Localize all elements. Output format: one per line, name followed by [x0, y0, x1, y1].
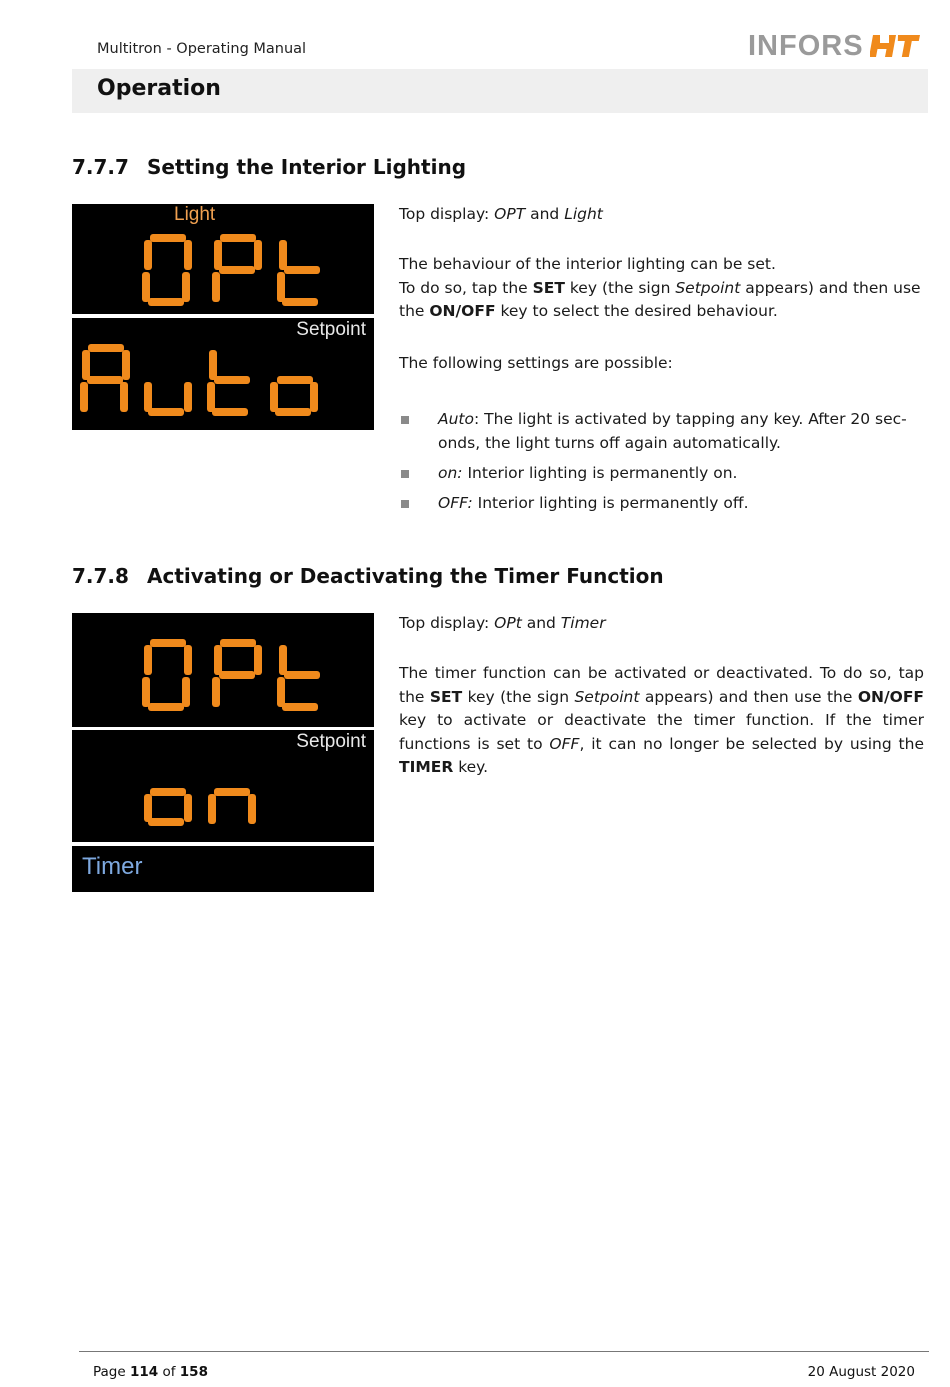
setting-term: OFF: — [438, 494, 473, 512]
seven-segment-opt — [72, 204, 374, 314]
list-item-text — [438, 462, 924, 486]
display-bottom-on — [72, 730, 374, 842]
behaviour-line-1: The behaviour of the interior lighting can be set. — [399, 255, 776, 273]
text-fragment: To do so, tap the — [399, 278, 533, 297]
display-top-opt — [72, 613, 374, 727]
setting-description: Interior lighting is permanently on. — [467, 464, 738, 482]
heading-7-7-7 — [72, 155, 466, 179]
display-code: Light — [564, 205, 603, 223]
setting-term: on: — [438, 464, 463, 482]
list-item-text — [438, 408, 924, 455]
list-item — [399, 492, 924, 516]
text-fragment: Top display: — [399, 614, 495, 632]
key-name: TIMER — [399, 758, 454, 776]
text-fragment: Top display: — [399, 205, 495, 223]
bullet-square-icon — [401, 500, 409, 508]
list-item — [399, 408, 924, 456]
top-display-line — [399, 203, 924, 227]
timer-paragraph — [399, 662, 924, 780]
display-code: Timer — [560, 614, 606, 632]
text-fragment: and — [521, 614, 561, 632]
list-item-text — [438, 492, 924, 516]
heading-text: Setting the Interior Lighting — [147, 155, 467, 179]
infors-logo — [748, 30, 922, 62]
text-fragment: The timer function can be activated or deactivated. To do so, tap the — [399, 664, 924, 706]
behaviour-line-2 — [399, 277, 924, 324]
text-fragment: Page — [93, 1364, 130, 1380]
text-fragment: key (the sign — [462, 687, 575, 706]
display-timer-indicator — [72, 846, 374, 892]
display-code: OPt — [494, 614, 522, 632]
top-display-line — [399, 612, 924, 636]
total-pages: 158 — [179, 1364, 208, 1380]
text-fragment: : — [474, 410, 485, 428]
text-fragment: appears) and then use the — [399, 278, 921, 320]
setting-term: OFF — [549, 734, 580, 753]
setting-description: The light is activated by tapping any key. After 20 sec-onds, the light turns off again automatically. — [438, 410, 907, 452]
list-item — [399, 462, 924, 486]
text-fragment: key to activate or deactivate the timer function. If the timer functions is set to — [399, 711, 924, 753]
setpoint-indicator-label: Setpoint — [296, 319, 366, 340]
bullet-square-icon — [401, 470, 409, 478]
timer-indicator-label: Timer — [82, 853, 143, 880]
heading-text: Activating or Deactivating the Timer Function — [147, 564, 664, 588]
key-name: SET — [532, 278, 565, 297]
key-name: SET — [429, 687, 463, 706]
footer-divider — [79, 1351, 929, 1352]
text-fragment: and — [525, 205, 565, 223]
behaviour-paragraph — [399, 253, 924, 324]
section-title: Operation — [97, 76, 221, 101]
key-name: ON/OFF — [857, 687, 924, 706]
light-indicator-label: Light — [174, 204, 216, 225]
setpoint-indicator-label: Setpoint — [296, 731, 366, 752]
heading-number: 7.7.7 — [72, 155, 129, 179]
bullet-square-icon — [401, 416, 409, 424]
text-fragment: key to select the desired behaviour. — [495, 302, 778, 320]
page-number — [93, 1364, 208, 1380]
text-fragment: of — [158, 1364, 180, 1380]
display-code: OPT — [494, 205, 526, 223]
text-fragment: appears) and then use the — [639, 687, 858, 706]
logo-text: INFORS — [748, 29, 864, 62]
heading-number: 7.7.8 — [72, 564, 129, 588]
text-fragment: key (the sign — [564, 278, 676, 297]
heading-7-7-8 — [72, 564, 664, 588]
document-date: 20 August 2020 — [807, 1364, 915, 1380]
ht-logo-mark — [870, 33, 922, 59]
settings-intro: The following settings are possible: — [399, 354, 673, 372]
key-name: ON/OFF — [429, 302, 496, 320]
text-fragment: , it can no longer be selected by using the — [579, 734, 924, 753]
sign-name: Setpoint — [675, 278, 741, 297]
document-title: Multitron - Operating Manual — [97, 41, 307, 57]
text-fragment: key. — [453, 758, 489, 776]
sign-name: Setpoint — [574, 687, 640, 706]
current-page: 114 — [129, 1364, 159, 1380]
display-top-opt-light — [72, 204, 374, 314]
setting-description: Interior lighting is permanently off. — [477, 494, 749, 512]
seven-segment-opt — [72, 613, 374, 727]
display-bottom-auto — [72, 318, 374, 430]
setting-term: Auto — [438, 410, 474, 428]
